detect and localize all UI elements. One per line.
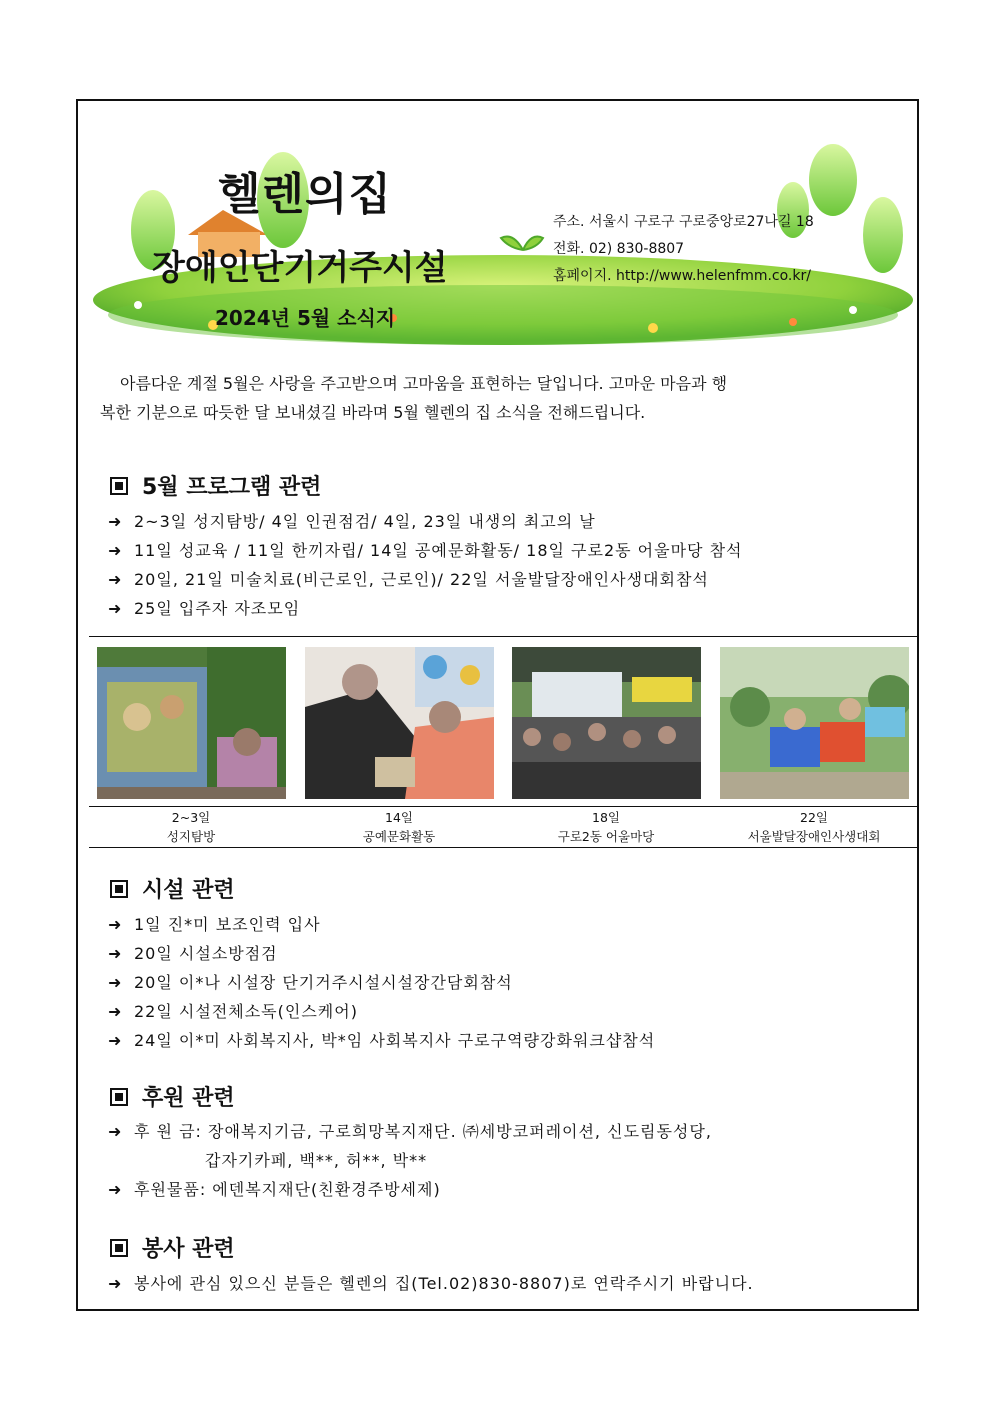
photo-caption: 14일 공예문화활동	[362, 810, 436, 844]
arrow-icon: ➜	[108, 1002, 123, 1021]
phone: 전화. 02) 830-8807	[553, 241, 685, 257]
square-bullet-icon	[110, 1239, 128, 1257]
homepage-link[interactable]: 홈페이지. http://www.helenfmm.co.kr/	[553, 268, 811, 284]
list-item-continuation: 갑자기카페, 백**, 허**, 박**	[205, 1151, 428, 1170]
divider	[89, 847, 917, 848]
arrow-icon: ➜	[108, 915, 123, 934]
square-bullet-icon	[110, 880, 128, 898]
intro-line-1: 아름다운 계절 5월은 사랑을 주고받으며 고마움을 표현하는 달입니다. 고마운 마음과 행	[120, 374, 728, 393]
arrow-icon: ➜	[108, 1180, 123, 1199]
square-bullet-icon	[110, 1088, 128, 1106]
org-subtitle: 장애인단기거주시설	[152, 248, 448, 288]
facility-list	[108, 910, 655, 1055]
issue-label: 2024년 5월 소식지	[215, 306, 396, 330]
divider	[89, 636, 917, 637]
arrow-icon: ➜	[108, 541, 123, 560]
arrow-icon: ➜	[108, 1122, 123, 1141]
arrow-icon: ➜	[108, 973, 123, 992]
arrow-icon: ➜	[108, 570, 123, 589]
photo-art-contest	[720, 647, 909, 799]
photo-caption: 22일 서울발달장애인사생대회	[747, 810, 881, 844]
photo-community-festival	[512, 647, 701, 799]
list-item: ➜ 20일 이*나 시설장 단기거주시설시설장간담회참석	[108, 968, 655, 997]
list-item: ➜ 20일 시설소방점검	[108, 939, 655, 968]
intro-paragraph	[100, 369, 900, 427]
list-item: ➜ 25일 입주자 자조모임	[108, 594, 743, 623]
program-list	[108, 507, 743, 623]
photo-craft-activity	[305, 647, 494, 799]
volunteer-list	[108, 1269, 754, 1298]
contact-info	[553, 209, 814, 290]
intro-line-2: 복한 기분으로 따듯한 달 보내셨길 바라며 5월 헬렌의 집 소식을 전해드립니다.	[100, 403, 646, 422]
sponsor-list	[108, 1117, 712, 1204]
list-item: ➜ 22일 시설전체소독(인스케어)	[108, 997, 655, 1026]
square-bullet-icon	[110, 477, 128, 495]
address: 주소. 서울시 구로구 구로중앙로27나길 18	[553, 214, 814, 230]
arrow-icon: ➜	[108, 944, 123, 963]
section-facility-title: 시설 관련	[110, 873, 235, 904]
list-item: ➜ 후원물품: 에덴복지재단(친환경주방세제)	[108, 1175, 712, 1204]
section-program-title: 5월 프로그램 관련	[110, 470, 321, 501]
arrow-icon: ➜	[108, 1274, 123, 1293]
divider	[89, 806, 917, 807]
list-item: ➜ 봉사에 관심 있으신 분들은 헬렌의 집(Tel.02)830-8807)로 연락주시기 바랍니다.	[108, 1269, 754, 1298]
arrow-icon: ➜	[108, 1031, 123, 1050]
photo-caption: 2~3일 성지탐방	[166, 810, 216, 844]
list-item: ➜ 1일 진*미 보조인력 입사	[108, 910, 655, 939]
list-item: ➜ 24일 이*미 사회복지사, 박*임 사회복지사 구로구역량강화워크샵참석	[108, 1026, 655, 1055]
section-sponsor-title: 후원 관련	[110, 1081, 235, 1112]
list-item: ➜ 11일 성교육 / 11일 한끼자립/ 14일 공예문화활동/ 18일 구로2동 어울마당 참석	[108, 536, 743, 565]
section-volunteer-title: 봉사 관련	[110, 1232, 235, 1263]
org-title: 헬렌의집	[218, 169, 393, 220]
arrow-icon: ➜	[108, 512, 123, 531]
list-item: ➜ 2~3일 성지탐방/ 4일 인권점검/ 4일, 23일 내생의 최고의 날	[108, 507, 743, 536]
arrow-icon: ➜	[108, 599, 123, 618]
photo-pilgrimage	[97, 647, 286, 799]
list-item: ➜ 후 원 금: 장애복지기금, 구로희망복지재단. ㈜세방코퍼레이션, 신도림동성당,	[108, 1117, 712, 1146]
list-item: ➜ 20일, 21일 미술치료(비근로인, 근로인)/ 22일 서울발달장애인사생대회참석	[108, 565, 743, 594]
photo-caption: 18일 구로2동 어울마당	[557, 810, 655, 844]
